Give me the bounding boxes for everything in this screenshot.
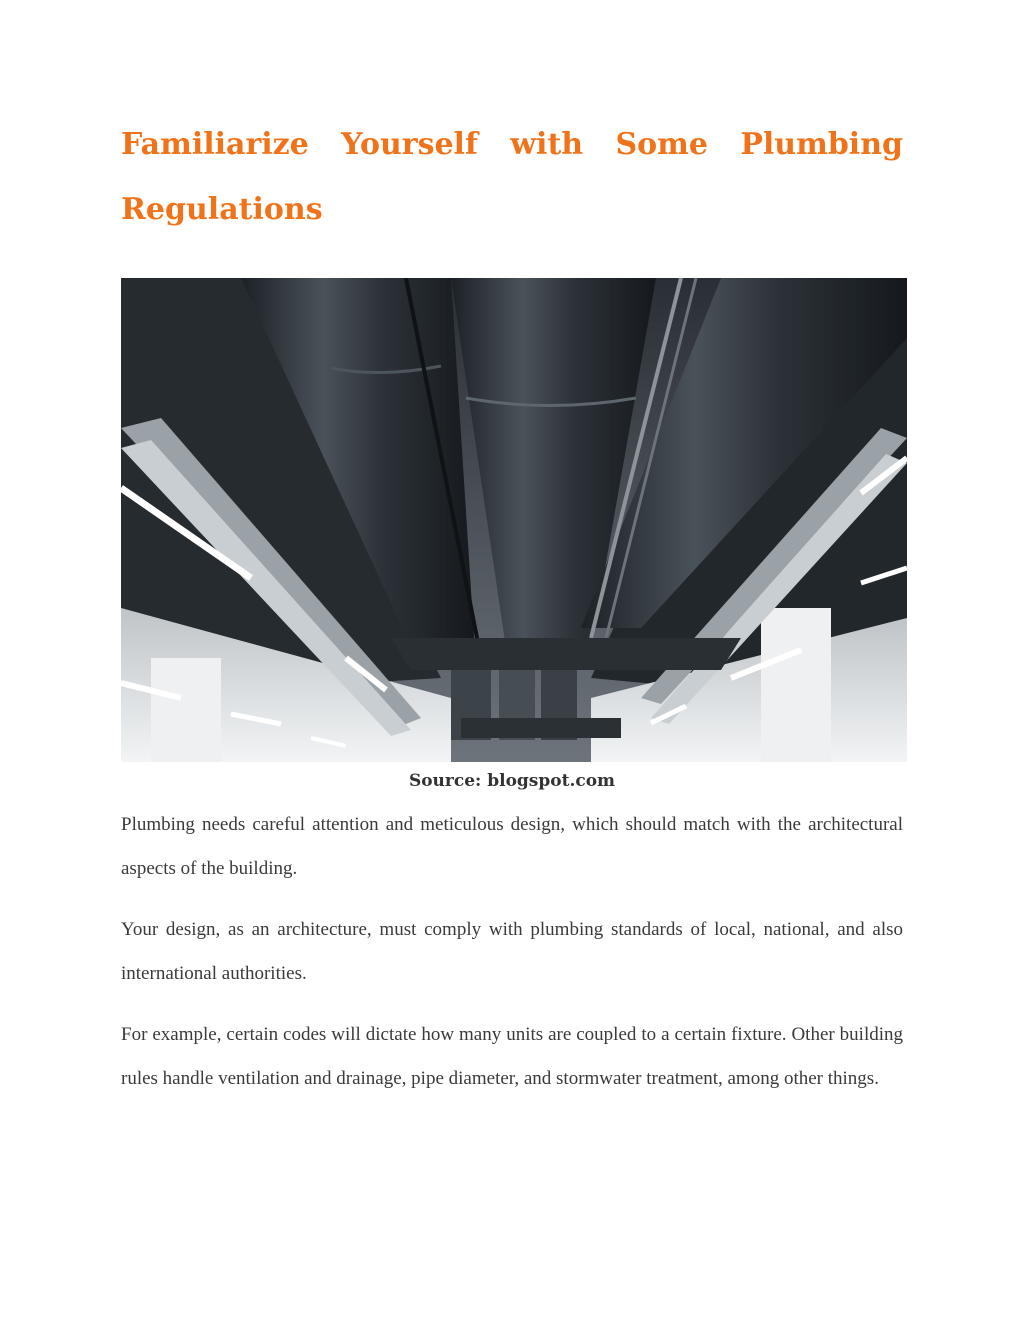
figure-caption: Source: blogspot.com	[408, 771, 616, 791]
body-paragraph: For example, certain codes will dictate how many units are coupled to a certain fixture. Other building rules handle ventilation and drainage, pipe diameter, and stormwater treatment, among other things.	[121, 1024, 903, 1089]
body-paragraph: Plumbing needs careful attention and meticulous design, which should match with the architectural aspects of the building.	[121, 814, 903, 879]
section-heading: Familiarize Yourself with Some Plumbing Regulations	[121, 127, 903, 227]
pipes-photo	[121, 278, 907, 762]
body-paragraph: Your design, as an architecture, must comply with plumbing standards of local, national, and also international authorities.	[121, 919, 903, 984]
photo-of-ceiling-pipes-icon	[121, 278, 907, 762]
